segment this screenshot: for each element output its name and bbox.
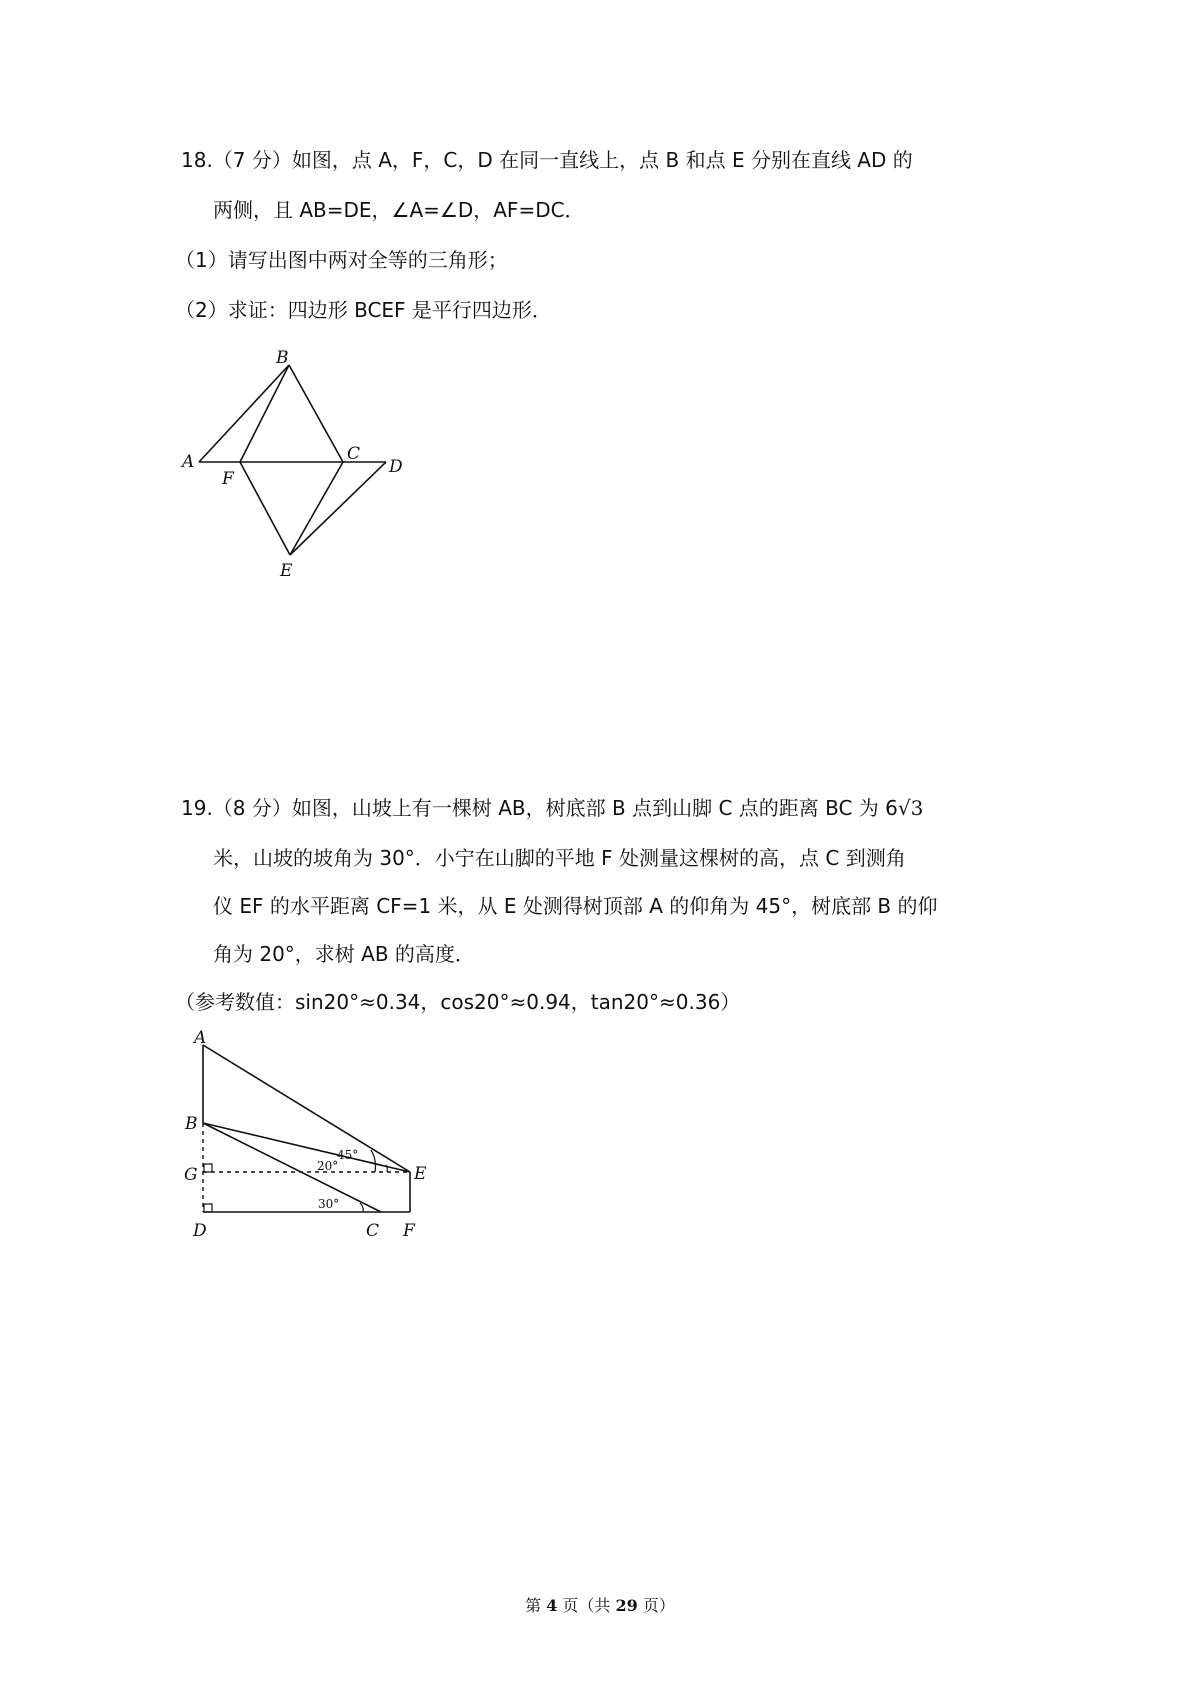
q19-label-c: C: [366, 1221, 380, 1241]
q19-reference: （参考数值：sin20°≈0.34，cos20°≈0.94，tan20°≈0.36）: [175, 990, 741, 1014]
q18-label-e: E: [280, 561, 293, 581]
angle-30-label: 30°: [318, 1197, 340, 1211]
sqrt-three: √3: [897, 796, 924, 820]
q18-line-3: （1）请写出图中两对全等的三角形；: [175, 248, 508, 272]
footer-prefix: 第: [525, 1596, 547, 1615]
q18-label-b: B: [276, 348, 289, 368]
q19-label-g: G: [184, 1165, 198, 1185]
angle-45-label: 45°: [337, 1148, 359, 1162]
q18-line-1: 18.（7 分）如图，点 A，F，C，D 在同一直线上，点 B 和点 E 分别在直线 AD 的: [181, 148, 913, 172]
q18-label-f: F: [222, 469, 234, 489]
q19-line-3: 仪 EF 的水平距离 CF=1 米，从 E 处测得树顶部 A 的仰角为 45°，树底部 B 的仰: [213, 894, 938, 918]
angle-20-label: 20°: [317, 1159, 339, 1173]
footer-page-number: 4: [546, 1596, 558, 1615]
page-footer: [0, 1593, 1200, 1616]
q19-label-f: F: [403, 1221, 415, 1241]
q19-line-2: 米，山坡的坡角为 30°．小宁在山脚的平地 F 处测量这棵树的高，点 C 到测角: [213, 846, 906, 870]
q18-line-4: （2）求证：四边形 BCEF 是平行四边形．: [175, 298, 552, 322]
q18-label-a: A: [182, 452, 195, 472]
q19-line-4: 角为 20°，求树 AB 的高度．: [213, 942, 475, 966]
footer-total-pages: 29: [615, 1596, 638, 1615]
q18-line-2: 两侧，且 AB=DE，∠A=∠D，AF=DC．: [213, 198, 585, 222]
q18-label-c: C: [347, 444, 361, 464]
footer-mid: 页（共: [557, 1596, 616, 1615]
q19-label-a: A: [194, 1028, 207, 1048]
q19-label-b: B: [185, 1114, 198, 1134]
q19-label-d: D: [193, 1221, 207, 1241]
q19-label-e: E: [414, 1164, 427, 1184]
q19-line-1-text: 19.（8 分）如图，山坡上有一棵树 AB，树底部 B 点到山脚 C 点的距离 BC 为 6: [181, 796, 898, 820]
q18-label-d: D: [389, 457, 403, 477]
footer-suffix: 页）: [637, 1596, 675, 1615]
